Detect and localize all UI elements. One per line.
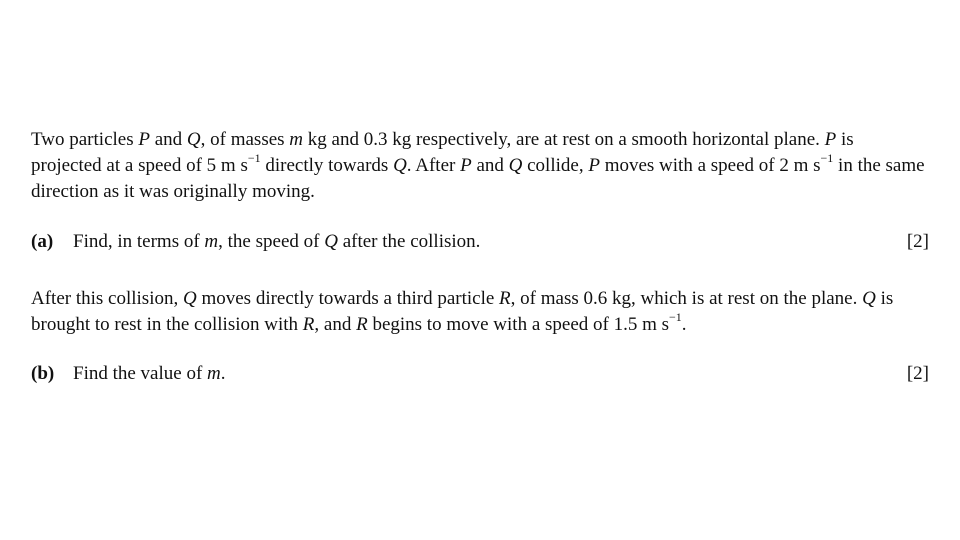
variable-q: Q [186, 129, 201, 150]
stem-text: and [471, 155, 509, 176]
part-a-text: after the collision. [337, 231, 481, 252]
part-b-text: Find the value of [73, 363, 208, 384]
variable-q: Q [862, 288, 876, 309]
stem-text: collide, [522, 155, 589, 176]
variable-r: R [356, 314, 368, 335]
unit-exponent: −1 [247, 150, 261, 165]
stem-text: and [149, 129, 187, 150]
part-b-label: (b) [31, 363, 55, 384]
stem-text: . [681, 314, 687, 335]
stem-text: . After [406, 155, 461, 176]
stem-text: kg and 0.3 kg respectively, are at rest on a smooth horizontal plane. [303, 129, 825, 150]
variable-r: R [302, 314, 315, 335]
part-a-marks: [2] [906, 231, 929, 252]
unit-exponent: −1 [669, 309, 682, 324]
variable-m: m [204, 231, 219, 252]
variable-m: m [289, 129, 304, 150]
stem-text: moves with a speed of 2 m s [599, 155, 821, 176]
variable-p: P [824, 129, 837, 150]
stem-text: , of masses [200, 129, 290, 150]
variable-p: P [588, 155, 600, 176]
stem-text: Two particles [31, 129, 139, 150]
part-a-text: Find, in terms of [73, 231, 205, 252]
part-a-text: , the speed of [218, 231, 325, 252]
variable-q: Q [508, 155, 523, 176]
stem-text: is projected at a speed of 5 m s [31, 129, 854, 176]
variable-q: Q [182, 288, 197, 309]
stem-text: , and [314, 314, 357, 335]
variable-p: P [460, 155, 472, 176]
stem-text: is brought to rest in the collision with [31, 288, 894, 335]
stem-text: directly towards [260, 155, 394, 176]
stem-text: moves directly towards a third particle [196, 288, 500, 309]
part-a-label: (a) [31, 231, 54, 252]
part-b-marks: [2] [906, 363, 929, 384]
stem-text: After this collision, [31, 288, 183, 309]
variable-q: Q [324, 231, 338, 252]
variable-m: m [207, 363, 221, 384]
part-b-text: . [220, 363, 226, 384]
part-a-question [31, 229, 929, 255]
question-stem-paragraph [31, 127, 929, 205]
stem-text: begins to move with a speed of 1.5 m s [367, 314, 670, 335]
variable-r: R [499, 288, 511, 309]
part-b-question [31, 361, 929, 387]
stem-text: in the same direction as it was originally moving. [31, 155, 925, 202]
stem-text: , of mass 0.6 kg, which is at rest on the plane. [510, 288, 863, 309]
second-stem-paragraph [31, 286, 932, 338]
variable-p: P [138, 129, 150, 150]
unit-exponent: −1 [820, 150, 834, 165]
variable-q: Q [393, 155, 407, 176]
